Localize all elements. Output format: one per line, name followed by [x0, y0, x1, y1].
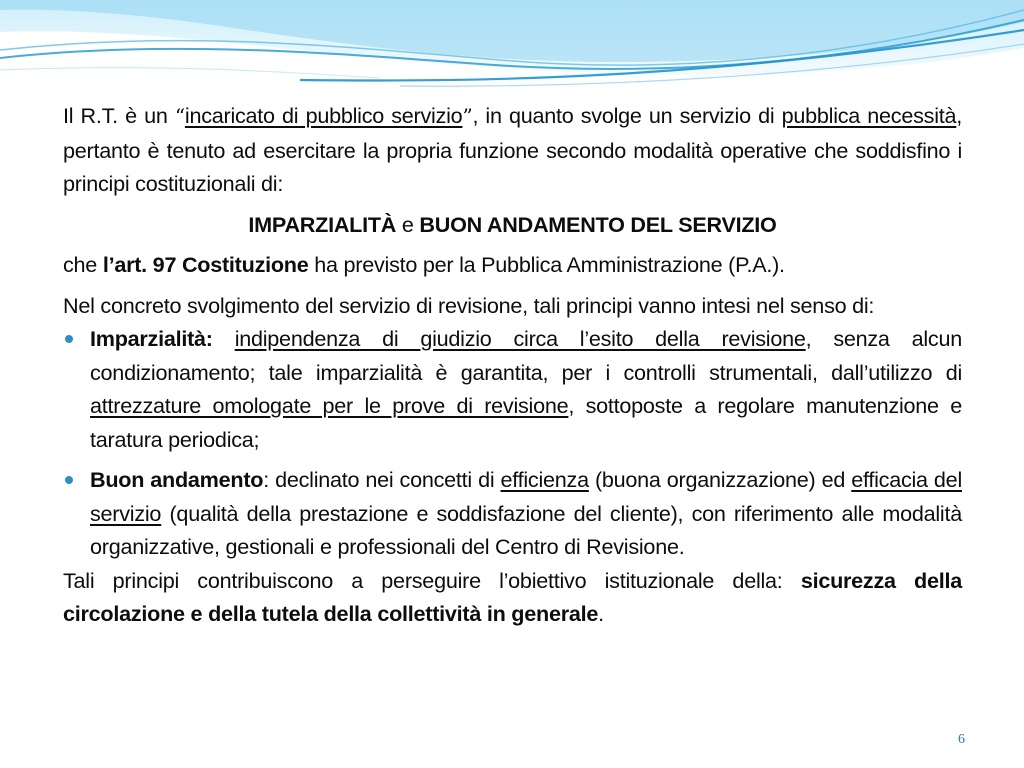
- underlined-incaricato: incaricato di pubblico servizio: [184, 103, 463, 128]
- bullet-dot-icon: [65, 476, 73, 484]
- slide-body: [63, 99, 962, 631]
- principles-list: [63, 322, 962, 564]
- conclusion-paragraph: Tali principi contribuiscono a perseguire l’obiettivo istituzionale della: sicurezza della circolazione e della tutela della collettività in generale.: [63, 567, 962, 626]
- intro-paragraph: Il R.T. è un “incaricato di pubblico servizio”, in quanto svolge un servizio di pubblica necessità, pertanto è tenuto ad esercitare la propria funzione secondo modalità operative che soddisfino i principi costituzionali di:: [63, 103, 963, 196]
- list-item-imparzialita: Imparzialità: indipendenza di giudizio circa l’esito della revisione, senza alcun condizionamento; tale imparzialità è garantita, per i controlli strumentali, dall’utilizzo di attrezzature omologate per le prove di revisione, sottoposte a regolare manutenzione e taratura periodica;: [63, 322, 962, 456]
- list-item-buon-andamento: Buon andamento: declinato nei concetti di efficienza (buona organizzazione) ed efficacia del servizio (qualità della prestazione e soddisfazione del cliente), con riferimento alle modalità organizzative, gestionali e professionali del Centro di Revisione.: [63, 463, 962, 564]
- art97-paragraph: che l’art. 97 Costituzione ha previsto per la Pubblica Amministrazione (P.A.).: [63, 252, 785, 277]
- underlined-pubblica-necessita: pubblica necessità: [781, 103, 957, 128]
- bullet-dot-icon: [65, 335, 73, 343]
- principles-heading: IMPARZIALITÀ e BUON ANDAMENTO DEL SERVIZIO: [248, 211, 777, 237]
- revision-paragraph: Nel concreto svolgimento del servizio di revisione, tali principi vanno intesi nel senso di:: [63, 292, 875, 318]
- wave-header-decoration: [0, 0, 1024, 100]
- page-number: 6: [958, 732, 965, 747]
